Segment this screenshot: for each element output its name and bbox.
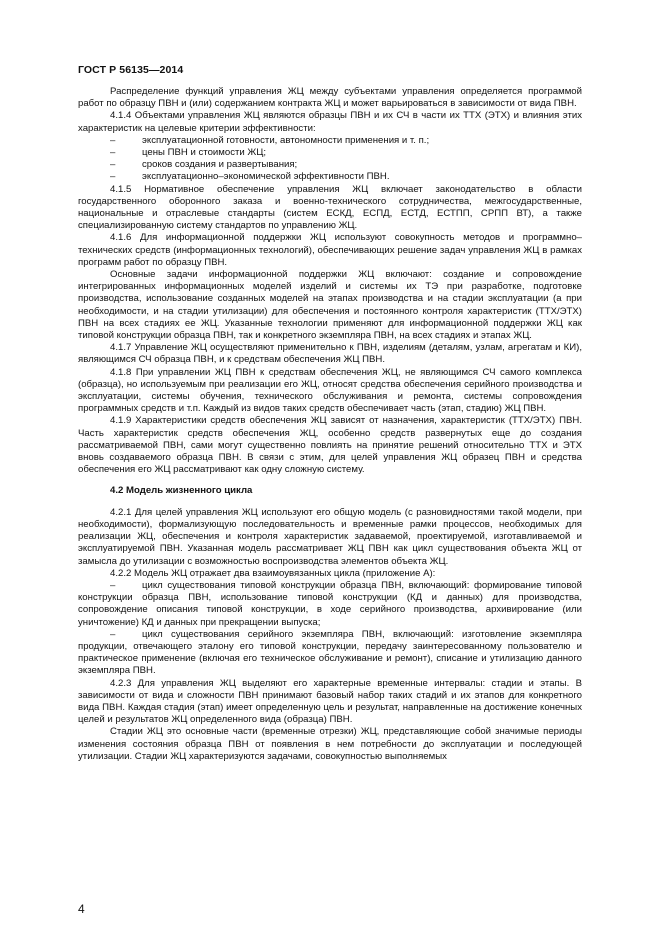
list-dash: – — [110, 159, 116, 171]
paragraph: 4.1.5 Нормативное обеспечение управления ЖЦ включает законодательство в области государственного оборонного заказа и военно-технического сотрудничества, межгосударственные, национальные и отраслевые стандарты (систем ЕСКД, ЕСПД, ЕСТД, ЕСТПП, СРПП ВТ), а также специализированную систему стандартов по управлению ЖЦ. — [78, 183, 582, 232]
list-dash: – — [110, 628, 116, 640]
paragraph: 4.1.9 Характеристики средств обеспечения ЖЦ зависят от назначения, характеристик (ТТХ/ЭТХ) ПВН. Часть характеристик средств обеспечения ЖЦ, особенно средств развернутых еще до создания рассматриваемой ПВН, сами могут существенно повлиять на принятие решений относительно ТТХ и ЭТХ вновь создаваемого образца ПВН. В связи с этим, для целей управления ЖЦ образец ПВН и средства обеспечения его ЖЦ рассматривают как одну сложную систему. — [78, 415, 582, 476]
page-number: 4 — [78, 902, 85, 916]
paragraph: Распределение функций управления ЖЦ между субъектами управления определяется программой работ по образцу ПВН и (или) содержанием контракта ЖЦ и может варьироваться в зависимости от вида ПВН. — [78, 86, 582, 110]
standard-header: ГОСТ Р 56135—2014 — [78, 64, 184, 76]
list-item-text: сроков создания и развертывания; — [142, 159, 298, 171]
list-item — [78, 629, 582, 678]
paragraph: 4.2.1 Для целей управления ЖЦ используют его общую модель (с разновидностями такой модели, при необходимости), формализующую последовательность и временные рамки процессов, необходимых для реализации ЖЦ, обеспечения и контроля характеристик задаваемой, проектируемой, изготавливаемой и эксплуатируемой ПВН. Указанная модель рассматривает ЖЦ ПВН как цикл существования объекта ЖЦ от замысла до утилизации с возможностью воспроизводства элементов объекта ЖЦ. — [78, 506, 582, 567]
list-item — [78, 171, 582, 183]
list-item-text: цикл существования типовой конструкции образца ПВН, включающий: формирование типовой конструкции образца ПВН, использование типовой конструкции (КД и данных) для производства, сопровождение описания типовой конструкции, в ходе серийного производства, архивирование (или уничтожение) КД и данных при прекращении выпуска; — [78, 579, 582, 628]
list-item-text: цикл существования серийного экземпляра ПВН, включающий: изготовление экземпляра продукции, отвечающего эталону его типовой конструкции, передачу заинтересованному пользователю и практическое применение (включая его техническое обслуживание и ремонт), списание и утилизацию данного экземпляра ПВН. — [78, 628, 582, 677]
list-dash: – — [110, 171, 116, 183]
paragraph: 4.1.6 Для информационной поддержки ЖЦ используют совокупность методов и программно–технических средств (информационных технологий), обеспечивающих решение задач управления ЖЦ в рамках программ работ по образцу ПВН. — [78, 232, 582, 268]
list-dash: – — [110, 579, 116, 591]
document-body — [78, 86, 582, 763]
paragraph: 4.1.4 Объектами управления ЖЦ являются образцы ПВН и их СЧ в части их ТТХ (ЭТХ) и влияния этих характеристик на целевые критерии эффективности: — [78, 110, 582, 134]
list-item — [78, 135, 582, 147]
paragraph: Стадии ЖЦ это основные части (временные отрезки) ЖЦ, представляющие собой значимые периоды изменения состояния образца ПВН от появления в нем потребности до эксплуатации и последующей утилизации. Стадии ЖЦ характеризуются задачами, совокупностью выполняемых — [78, 726, 582, 762]
paragraph: Основные задачи информационной поддержки ЖЦ включают: создание и сопровождение интегрированных информационных моделей изделий и системы их ТЭ при разработке, подготовке производства, использование созданных моделей на этапах производства и на стадии эксплуатации (а при необходимости, и на стадии утилизации) для обеспечения и постоянного контроля характеристик (ТТХ/ЭТХ) ПВН на всех стадиях ее ЖЦ. Указанные технологии применяют для информационной поддержки ЖЦ как типовой конструкции образца ПВН, так и конкретного экземпляра ПВН, на всех стадиях и этапах ЖЦ. — [78, 269, 582, 342]
list-item — [78, 159, 582, 171]
list-dash: – — [110, 134, 116, 146]
list-dash: – — [110, 147, 116, 159]
paragraph: 4.2.2 Модель ЖЦ отражает два взаимоувязанных цикла (приложение А): — [110, 567, 436, 579]
paragraph: 4.1.7 Управление ЖЦ осуществляют применительно к ПВН, изделиям (деталям, узлам, агрегатам и КИ), являющимся СЧ образца ПВН, и к средствам обеспечения ЖЦ ПВН. — [78, 342, 582, 366]
list-item-text: эксплуатационной готовности, автономности применения и т. п.; — [142, 134, 430, 146]
paragraph: 4.1.8 При управлении ЖЦ ПВН к средствам обеспечения ЖЦ, не являющимся СЧ самого комплекса (образца), но используемым при реализации его ЖЦ, относят средства обеспечения серийного производства и эксплуатации, системы обучения, технического обслуживания и ремонта, системы сопровождения программных средств и т.п. Каждый из видов таких средств обеспечивает часть (этап, стадию) ЖЦ ПВН. — [78, 366, 582, 415]
list-item — [78, 147, 582, 159]
section-heading: 4.2 Модель жизненного цикла — [110, 484, 253, 496]
list-item-text: эксплуатационно–экономической эффективности ПВН. — [142, 171, 390, 183]
paragraph: 4.2.3 Для управления ЖЦ выделяют его характерные временные интервалы: стадии и этапы. В зависимости от вида и сложности ПВН принимают базовый набор таких стадий и их этапов для конкретного вида ПВН. Каждая стадия (этап) имеет определенную цель и результат, направленные на достижение конечных целей и результатов ЖЦ определенного вида (образца) ПВН. — [78, 677, 582, 726]
list-item-text: цены ПВН и стоимости ЖЦ; — [142, 147, 267, 159]
list-item — [78, 580, 582, 629]
